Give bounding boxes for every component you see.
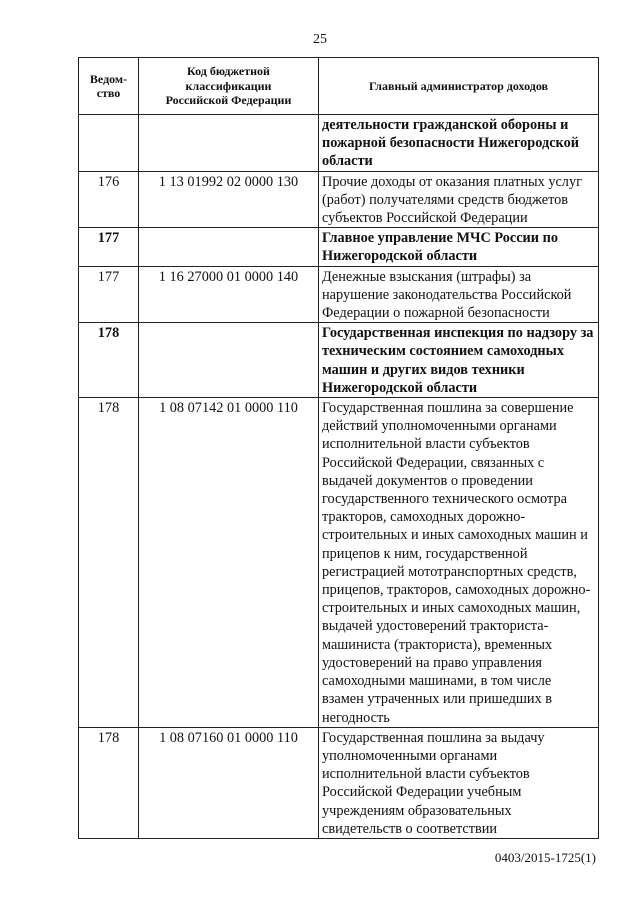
table-row <box>79 398 599 728</box>
revenue-administrators-table <box>78 57 599 839</box>
table-row <box>79 323 599 398</box>
cell-admin: Главное управление МЧС России по Нижегородской области <box>319 228 599 266</box>
cell-admin: Прочие доходы от оказания платных услуг (работ) получателями средств бюджетов субъектов Российской Федерации <box>319 171 599 228</box>
cell-dept: 176 <box>79 171 139 228</box>
table-row <box>79 727 599 838</box>
header-row <box>79 58 599 115</box>
document-id: 0403/2015-1725(1) <box>494 850 596 865</box>
cell-code: 1 13 01992 02 0000 130 <box>139 171 319 228</box>
table-row <box>79 228 599 266</box>
cell-code: 1 08 07160 01 0000 110 <box>139 727 319 838</box>
cell-admin: Денежные взыскания (штрафы) за нарушение законодательства Российской Федерации о пожарной безопасности <box>319 266 599 323</box>
header-dept: Ведом- ство <box>79 58 139 115</box>
cell-admin: деятельности гражданской обороны и пожарной безопасности Нижегородской области <box>319 115 599 172</box>
cell-dept: 178 <box>79 398 139 728</box>
table-row <box>79 266 599 323</box>
table-row <box>79 171 599 228</box>
table-body <box>79 115 599 839</box>
cell-code <box>139 115 319 172</box>
cell-code: 1 08 07142 01 0000 110 <box>139 398 319 728</box>
cell-dept: 178 <box>79 323 139 398</box>
cell-code <box>139 228 319 266</box>
cell-code <box>139 323 319 398</box>
header-code: Код бюджетной классификации Российской Федерации <box>139 58 319 115</box>
cell-admin: Государственная инспекция по надзору за техническим состоянием самоходных машин и других видов техники Нижегородской области <box>319 323 599 398</box>
cell-dept: 177 <box>79 228 139 266</box>
cell-code: 1 16 27000 01 0000 140 <box>139 266 319 323</box>
header-admin: Главный администратор доходов <box>319 58 599 115</box>
cell-admin: Государственная пошлина за выдачу уполномоченными органами исполнительной власти субъектов Российской Федерации учебным учреждениям образовательных свидетельств о соответствии <box>319 727 599 838</box>
cell-admin: Государственная пошлина за совершение действий уполномоченными органами исполнительной власти субъектов Российской Федерации, связанных с выдачей документов о проведении государственного технического осмотра тракторов, самоходных дорожно-строительных и иных самоходных машин и прицепов к ним, государственной регистрацией мототранспортных средств, прицепов, тракторов, самоходных дорожно-строительных и иных самоходных машин, выдачей удостоверений тракториста-машиниста (тракториста), временных удостоверений на право управления самоходными машинами, в том числе взамен утраченных или пришедших в негодность <box>319 398 599 728</box>
cell-dept: 178 <box>79 727 139 838</box>
table-row <box>79 115 599 172</box>
cell-dept: 177 <box>79 266 139 323</box>
cell-dept <box>79 115 139 172</box>
table-header <box>79 58 599 115</box>
page-number: 25 <box>313 32 327 47</box>
